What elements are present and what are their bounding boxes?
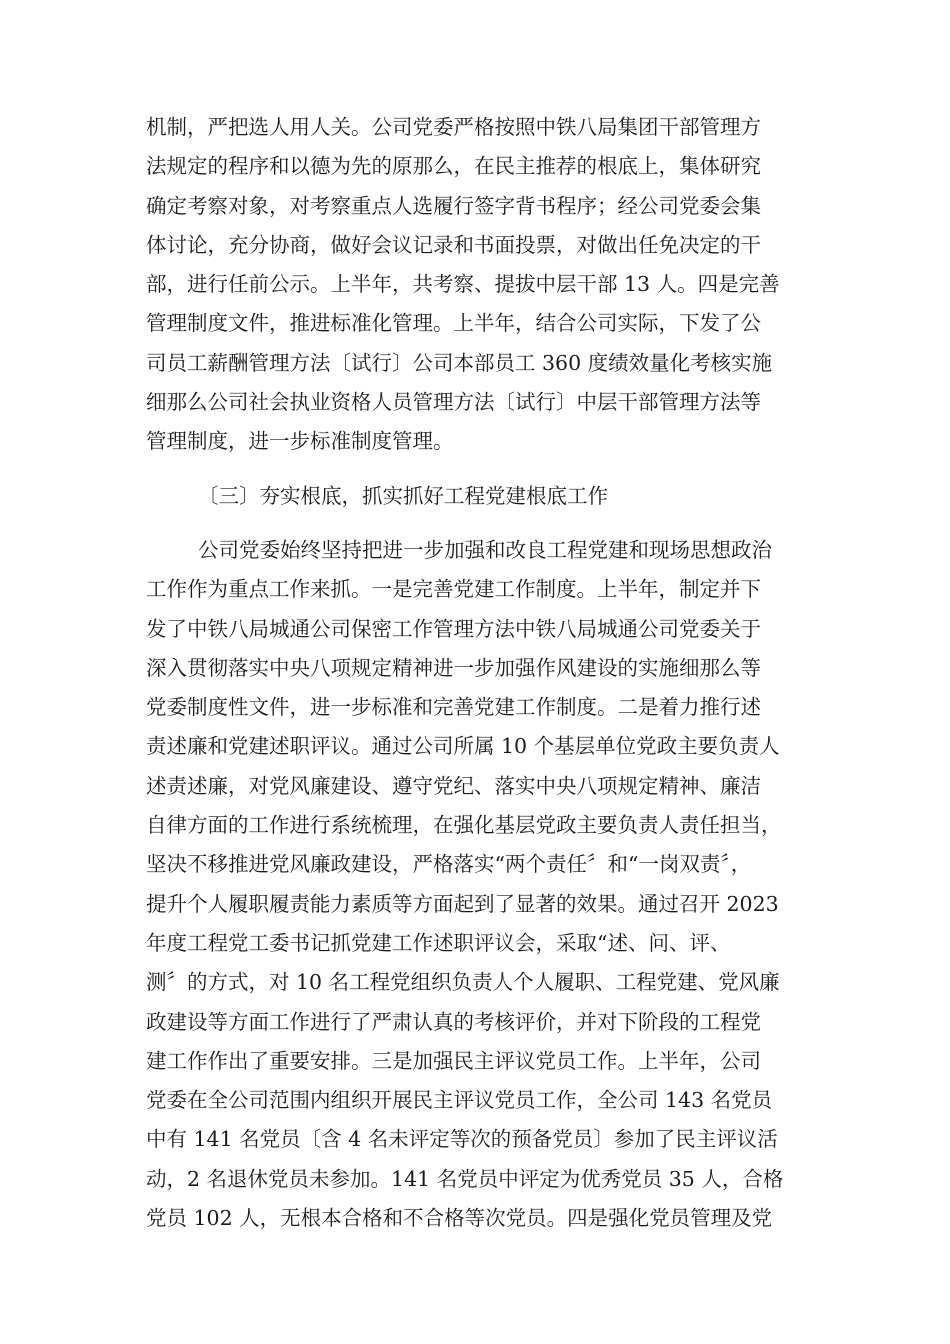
paragraph-line: 确定考察对象，对考察重点人选履行签字背书程序；经公司党委会集: [146, 193, 761, 218]
paragraph-line: 管理制度，进一步标准制度管理。: [146, 429, 454, 454]
paragraph-line: 年度工程党工委书记抓党建工作述职评议会，采取“述、问、评、: [146, 930, 731, 955]
paragraph-line: 党委在全公司范围内组织开展民主评议党员工作，全公司 143 名党员: [146, 1088, 773, 1113]
paragraph-line: 提升个人履职履责能力素质等方面起到了显著的效果。通过召开 2023: [146, 891, 779, 916]
paragraph-line: 坚决不移推进党风廉政建设，严格落实“两个责任〞和“一岗双责〞，: [146, 852, 752, 877]
paragraph-line: 管理制度文件，推进标准化管理。上半年，结合公司实际，下发了公: [146, 311, 761, 336]
paragraph-line: 细那么公司社会执业资格人员管理方法〔试行〕中层干部管理方法等: [146, 390, 761, 415]
paragraph-line: 自律方面的工作进行系统梳理，在强化基层党政主要负责人责任担当，: [146, 813, 782, 838]
paragraph-line: 党员 102 人，无根本合格和不合格等次党员。四是强化党员管理及党: [146, 1206, 773, 1231]
paragraph-line: 深入贯彻落实中央八项规定精神进一步加强作风建设的实施细那么等: [146, 655, 761, 680]
paragraph-line: 测〞的方式，对 10 名工程党组织负责人个人履职、工程党建、党风廉: [146, 970, 780, 995]
paragraph-personnel-management: [146, 108, 806, 462]
paragraph-line: 建工作作出了重要安排。三是加强民主评议党员工作。上半年，公司: [146, 1048, 761, 1073]
paragraph-line: 政建设等方面工作进行了严肃认真的考核评价，并对下阶段的工程党: [146, 1009, 761, 1034]
paragraph-line: 公司党委始终坚持把进一步加强和改良工程党建和现场思想政治: [198, 538, 772, 562]
paragraph-line: 法规定的程序和以德为先的原那么，在民主推荐的根底上，集体研究: [146, 154, 761, 179]
paragraph-line: 发了中铁八局城通公司保密工作管理方法中铁八局城通公司党委关于: [146, 616, 761, 641]
paragraph-line: 司员工薪酬管理方法〔试行〕公司本部员工 360 度绩效量化考核实施: [146, 350, 773, 375]
paragraph-line: 部，进行任前公示。上半年，共考察、提拔中层干部 13 人。四是完善: [146, 272, 780, 297]
paragraph-line: 动，2 名退休党员未参加。141 名党员中评定为优秀党员 35 人，合格: [146, 1166, 784, 1191]
paragraph-line: 中有 141 名党员〔含 4 名未评定等次的预备党员〕参加了民主评议活: [146, 1127, 778, 1152]
paragraph-line: 党委制度性文件，进一步标准和完善党建工作制度。二是着力推行述: [146, 695, 761, 720]
paragraph-line: 述责述廉，对党风廉建设、遵守党纪、落实中央八项规定精神、廉洁: [146, 773, 761, 798]
section-heading-text: 〔三〕夯实根底，抓实抓好工程党建根底工作: [198, 484, 608, 508]
paragraph-party-building: [146, 531, 806, 1238]
paragraph-line: 工作作为重点工作来抓。一是完善党建工作制度。上半年，制定并下: [146, 577, 761, 602]
section-heading: [146, 477, 806, 516]
paragraph-line: 责述廉和党建述职评议。通过公司所属 10 个基层单位党政主要负责人: [146, 734, 780, 759]
paragraph-line: 机制，严把选人用人关。公司党委严格按照中铁八局集团干部管理方: [146, 115, 761, 139]
paragraph-line: 体讨论，充分协商，做好会议记录和书面投票，对做出任免决定的干: [146, 232, 761, 257]
